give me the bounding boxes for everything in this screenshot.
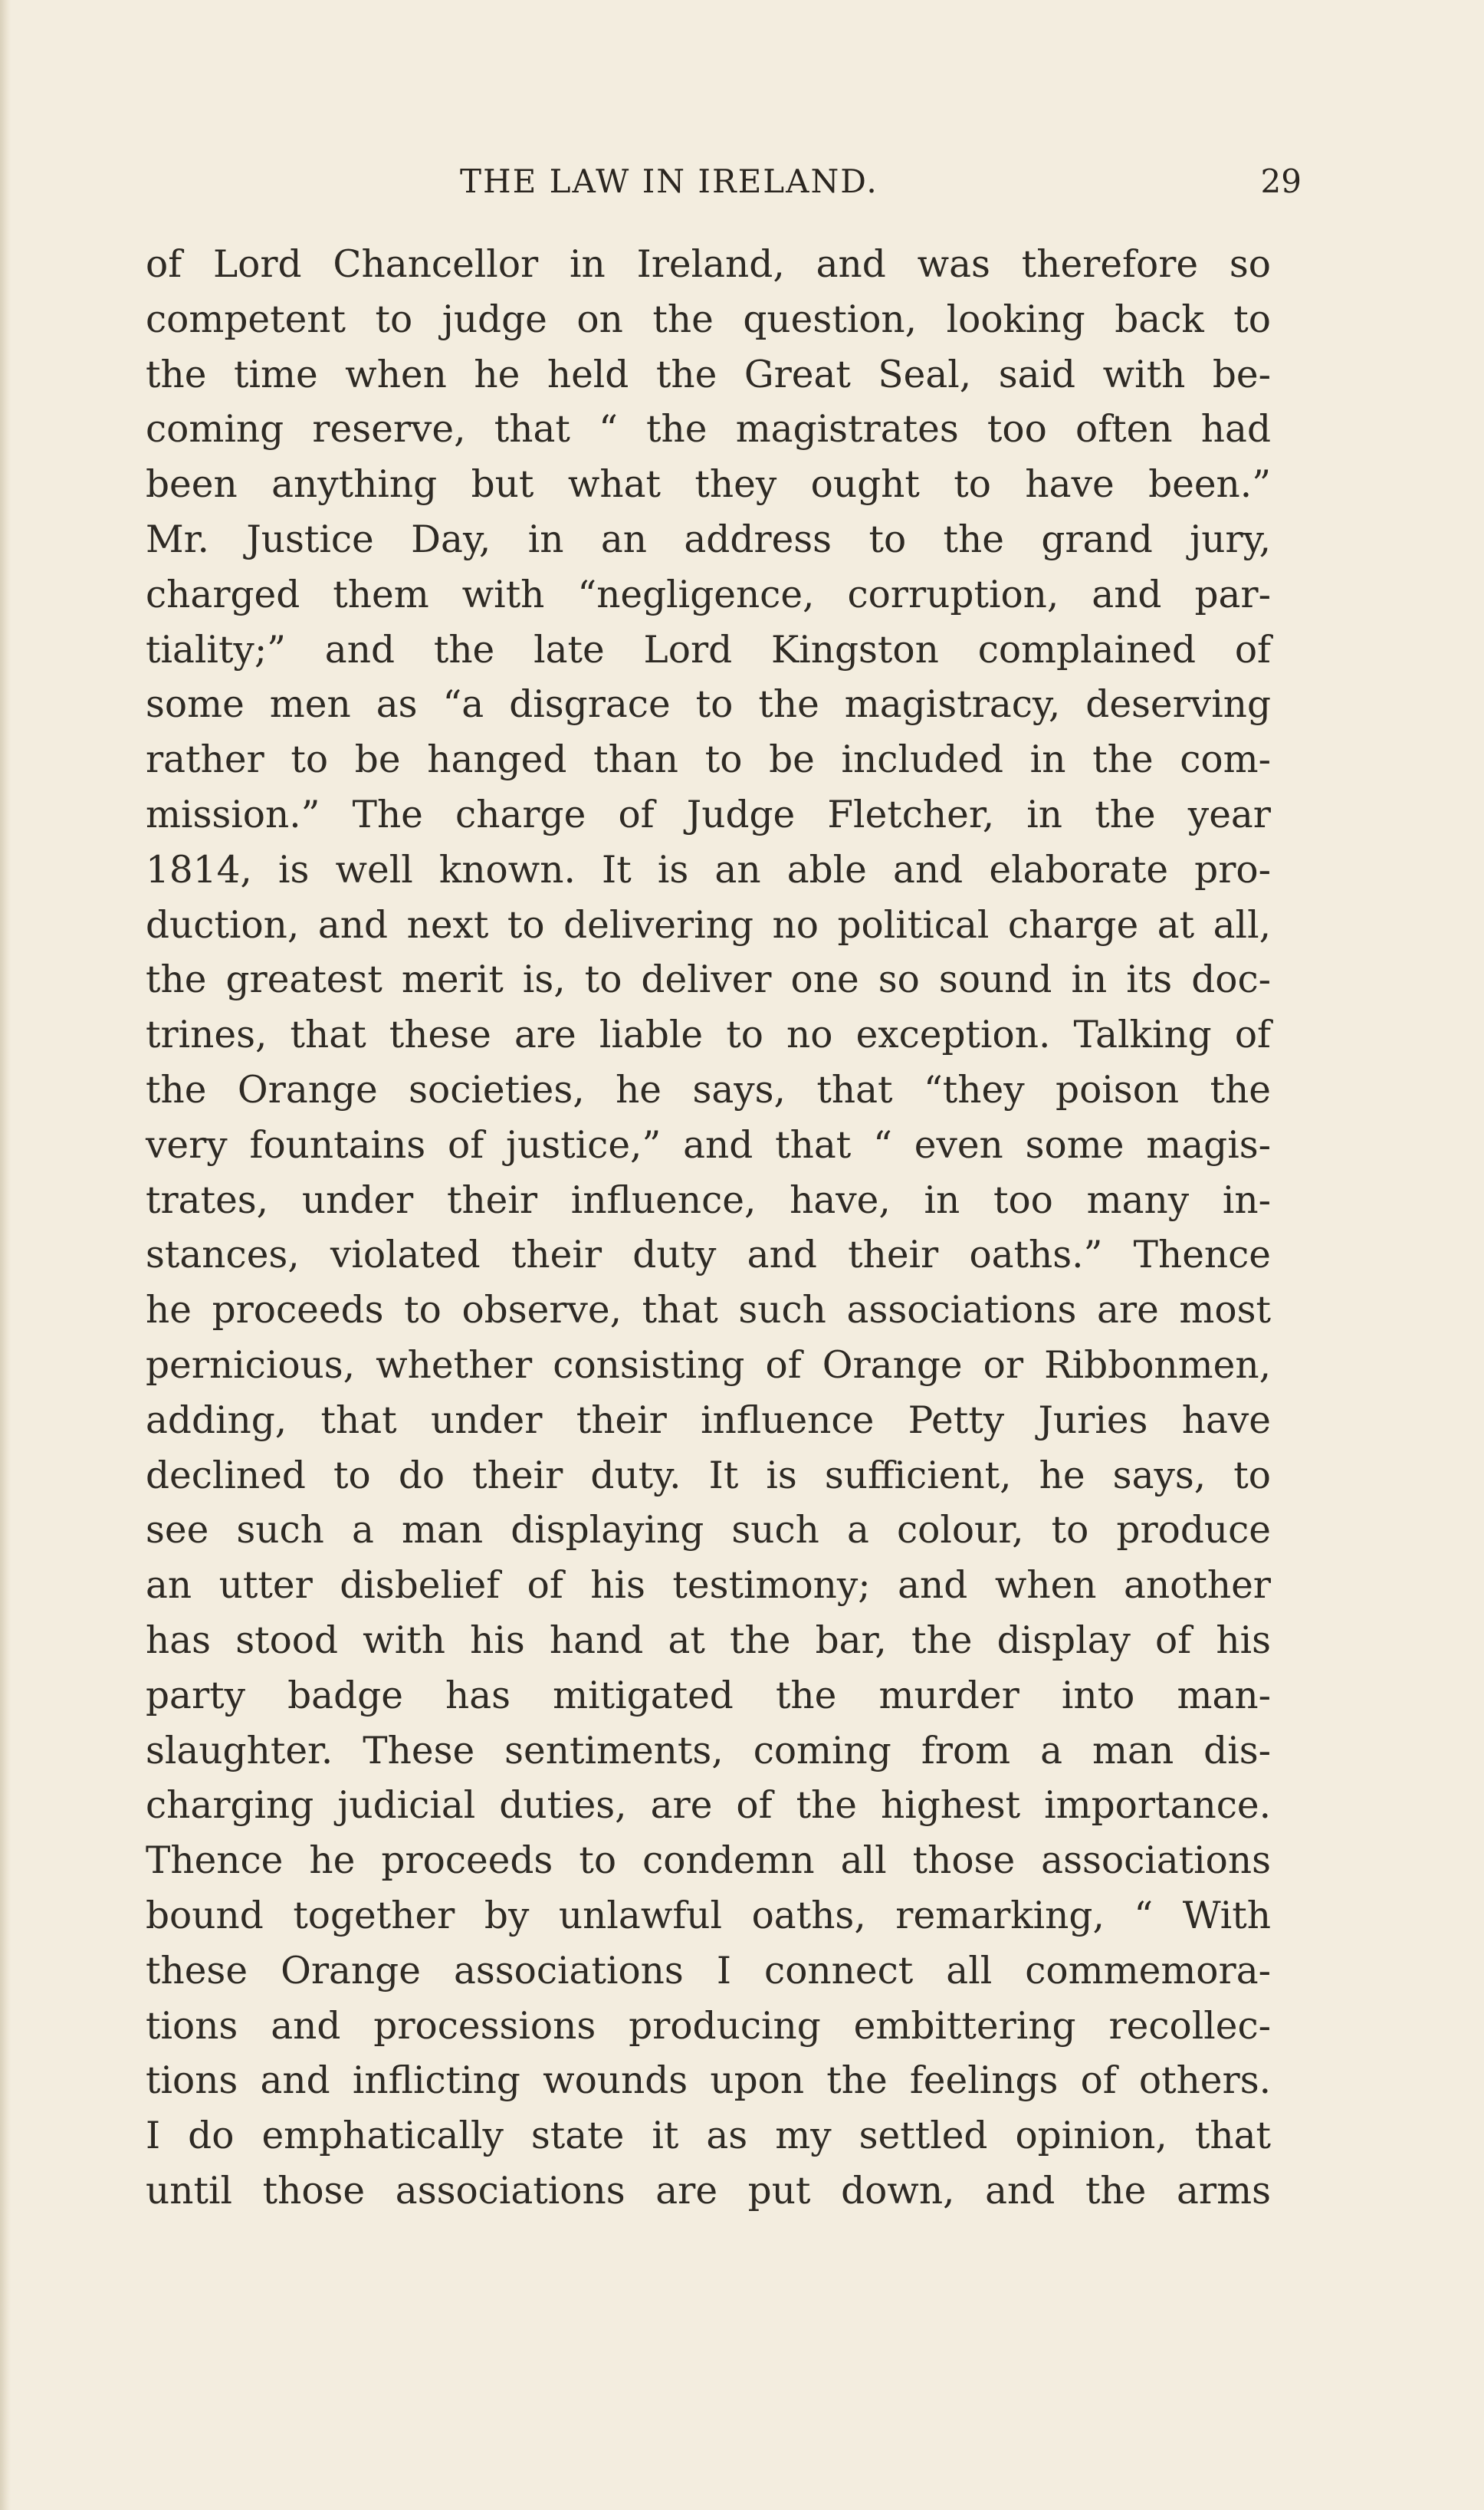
text-line: see such a man displaying such a colour, to produce bbox=[146, 1509, 1271, 1552]
page-number: 29 bbox=[1260, 163, 1302, 200]
text-line: these Orange associations I connect all commemora- bbox=[146, 1949, 1271, 1993]
text-line: party badge has mitigated the murder into man- bbox=[146, 1674, 1271, 1717]
text-line: of Lord Chancellor in Ireland, and was therefore so bbox=[146, 243, 1271, 286]
running-title: THE LAW IN IRELAND. bbox=[460, 163, 878, 200]
text-line: trates, under their influence, have, in too many in- bbox=[146, 1178, 1271, 1222]
text-line: Mr. Justice Day, in an address to the grand jury, bbox=[146, 517, 1271, 561]
text-line: duction, and next to delivering no political charge at all, bbox=[146, 903, 1271, 947]
text-line: rather to be hanged than to be included in the com- bbox=[146, 738, 1271, 782]
body-text bbox=[146, 238, 1271, 2219]
text-line: been anything but what they ought to have been.” bbox=[146, 463, 1271, 507]
text-line: tions and processions producing embittering recollec- bbox=[146, 2004, 1271, 2048]
text-line: has stood with his hand at the bar, the display of his bbox=[146, 1618, 1271, 1662]
page-binding-edge bbox=[0, 0, 11, 2510]
text-line: until those associations are put down, and the arms bbox=[146, 2169, 1271, 2213]
text-line: adding, that under their influence Petty Juries have bbox=[146, 1398, 1271, 1442]
text-line: the time when he held the Great Seal, said with be- bbox=[146, 353, 1271, 396]
text-line: mission.” The charge of Judge Fletcher, in the year bbox=[146, 793, 1271, 836]
text-line: coming reserve, that “ the magistrates too often had bbox=[146, 408, 1271, 452]
text-line: declined to do their duty. It is sufficient, he says, to bbox=[146, 1454, 1271, 1497]
text-line: slaughter. These sentiments, coming from a man dis- bbox=[146, 1729, 1271, 1772]
text-line: stances, violated their duty and their oaths.” Thence bbox=[146, 1234, 1271, 1277]
text-line: the Orange societies, he says, that “they poison the bbox=[146, 1068, 1271, 1112]
text-line: pernicious, whether consisting of Orange or Ribbonmen, bbox=[146, 1343, 1271, 1387]
text-line: the greatest merit is, to deliver one so sound in its doc- bbox=[146, 958, 1271, 1002]
text-line: trines, that these are liable to no exception. Talking of bbox=[146, 1014, 1271, 1057]
text-line: an utter disbelief of his testimony; and when another bbox=[146, 1564, 1271, 1608]
text-line: he proceeds to observe, that such associations are most bbox=[146, 1289, 1271, 1332]
text-line: tions and inflicting wounds upon the feelings of others. bbox=[146, 2059, 1271, 2103]
text-line: bound together by unlawful oaths, remarking, “ With bbox=[146, 1894, 1271, 1937]
text-line: Thence he proceeds to condemn all those associations bbox=[146, 1839, 1271, 1883]
text-line: very fountains of justice,” and that “ even some magis- bbox=[146, 1123, 1271, 1167]
text-line: tiality;” and the late Lord Kingston complained of bbox=[146, 628, 1271, 672]
text-line: 1814, is well known. It is an able and elaborate pro- bbox=[146, 848, 1271, 892]
text-line: I do emphatically state it as my settled opinion, that bbox=[146, 2114, 1271, 2158]
text-line: charged them with “negligence, corruption, and par- bbox=[146, 573, 1271, 616]
page-header bbox=[146, 163, 1318, 216]
text-line: some men as “a disgrace to the magistracy, deserving bbox=[146, 683, 1271, 727]
text-line: charging judicial duties, are of the highest importance. bbox=[146, 1784, 1271, 1828]
text-line: competent to judge on the question, looking back to bbox=[146, 297, 1271, 341]
